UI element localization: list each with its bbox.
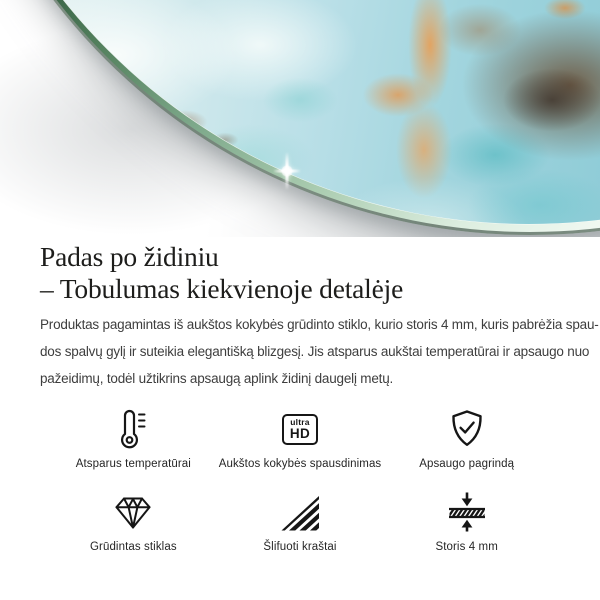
feature-label: Atsparus temperatūrai [75,458,191,470]
shield-check-icon [445,407,489,451]
feature-protects-base [383,407,550,470]
badge-text-top: ultra [290,416,310,427]
feature-label: Grūdintas stiklas [89,541,177,553]
description-line: pažeidimų, todėl užtikrins apsaugą aplink židinį daugelį metų. [40,371,394,386]
feature-thickness [383,490,550,553]
feature-label: Storis 4 mm [435,541,498,553]
description-line: Produktas pagamintas iš aukštos kokybės grūdinto stiklo, kurio storis 4 mm, kuris pabrėžia spau- [40,317,599,332]
feature-print-quality [217,407,384,470]
feature-label: Aukštos kokybės spausdinimas [218,458,382,470]
product-image-hero [0,0,600,237]
ultra-hd-badge [282,414,318,445]
product-description [40,311,599,392]
polished-edges-icon [278,490,322,534]
sparkle-highlight-icon [270,152,304,190]
badge-text-bottom: HD [289,426,311,441]
thickness-icon [445,490,489,534]
description-line: dos spalvų gylį ir suteikia elegantišką blizgesį. Jis atsparus aukštai temperatūrai ir apsaugo nuo [40,344,590,359]
feature-grid [40,407,560,553]
feature-polished-edges [217,490,384,553]
page-title [40,241,560,305]
title-line-1: Padas po židiniu [40,241,219,272]
title-line-2: – Tobulumas kiekvienoje detalėje [40,273,404,304]
feature-label: Šlifuoti kraštai [263,541,337,553]
feature-tempered-glass [50,490,217,553]
ultra-hd-icon [282,407,318,451]
thermometer-icon [111,407,155,451]
product-description-section [0,241,600,553]
feature-temperature [50,407,217,470]
feature-label: Apsaugo pagrindą [419,458,515,470]
diamond-icon [111,490,155,534]
